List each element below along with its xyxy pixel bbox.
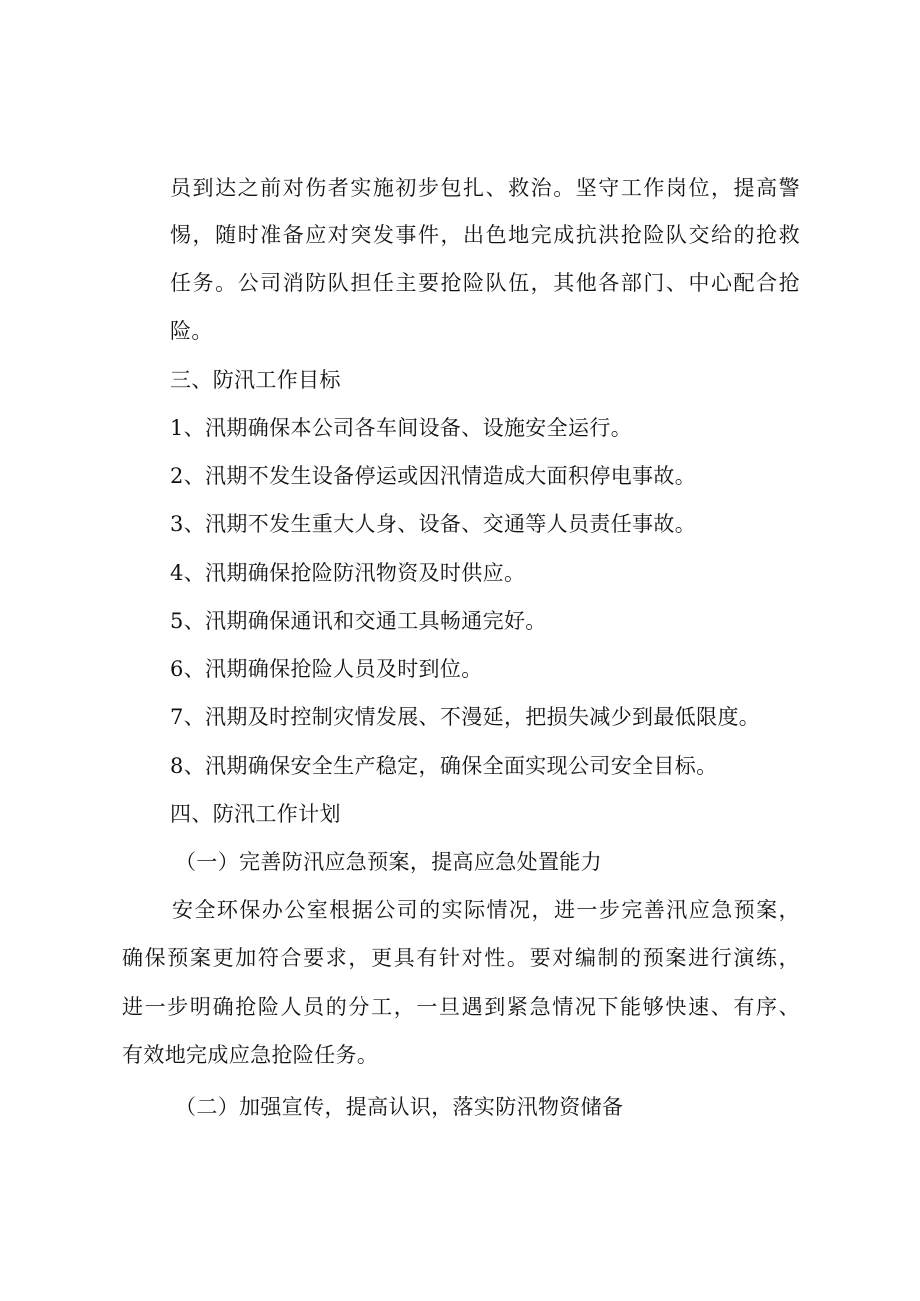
paragraph-line: 员到达之前对伤者实施初步包扎、救治。坚守工作岗位，提高警 [170, 176, 800, 200]
paragraph-line: 有效地完成应急抢险任务。 [122, 1043, 379, 1067]
section-heading: 四、防汛工作计划 [170, 802, 341, 826]
subsection-heading: （二）加强宣传，提高认识，落实防汛物资储备 [175, 1095, 624, 1119]
list-item: 8、汛期确保安全生产稳定，确保全面实现公司安全目标。 [170, 754, 718, 778]
list-item: 4、汛期确保抢险防汛物资及时供应。 [170, 561, 526, 585]
list-item: 2、汛期不发生设备停运或因汛情造成大面积停电事故。 [170, 464, 697, 488]
paragraph-line: 安全环保办公室根据公司的实际情况，进一步完善汛应急预案， [172, 898, 800, 922]
subsection-heading: （一）完善防汛应急预案，提高应急处置能力 [175, 850, 602, 874]
paragraph-line: 险。 [170, 319, 213, 343]
section-heading: 三、防汛工作目标 [170, 368, 341, 392]
list-item: 7、汛期及时控制灾情发展、不漫延，把损失减少到最低限度。 [170, 705, 761, 729]
list-item: 1、汛期确保本公司各车间设备、设施安全运行。 [170, 416, 633, 440]
paragraph-line: 确保预案更加符合要求，更具有针对性。要对编制的预案进行演练， [122, 946, 800, 970]
list-item: 3、汛期不发生重大人身、设备、交通等人员责任事故。 [170, 512, 697, 536]
paragraph-line: 任务。公司消防队担任主要抢险队伍，其他各部门、中心配合抢 [170, 271, 800, 295]
list-item: 5、汛期确保通讯和交通工具畅通完好。 [170, 609, 547, 633]
paragraph-line: 进一步明确抢险人员的分工，一旦遇到紧急情况下能够快速、有序、 [122, 995, 800, 1019]
paragraph-line: 惕，随时准备应对突发事件，出色地完成抗洪抢险队交给的抢救 [170, 223, 800, 247]
list-item: 6、汛期确保抢险人员及时到位。 [170, 657, 483, 681]
